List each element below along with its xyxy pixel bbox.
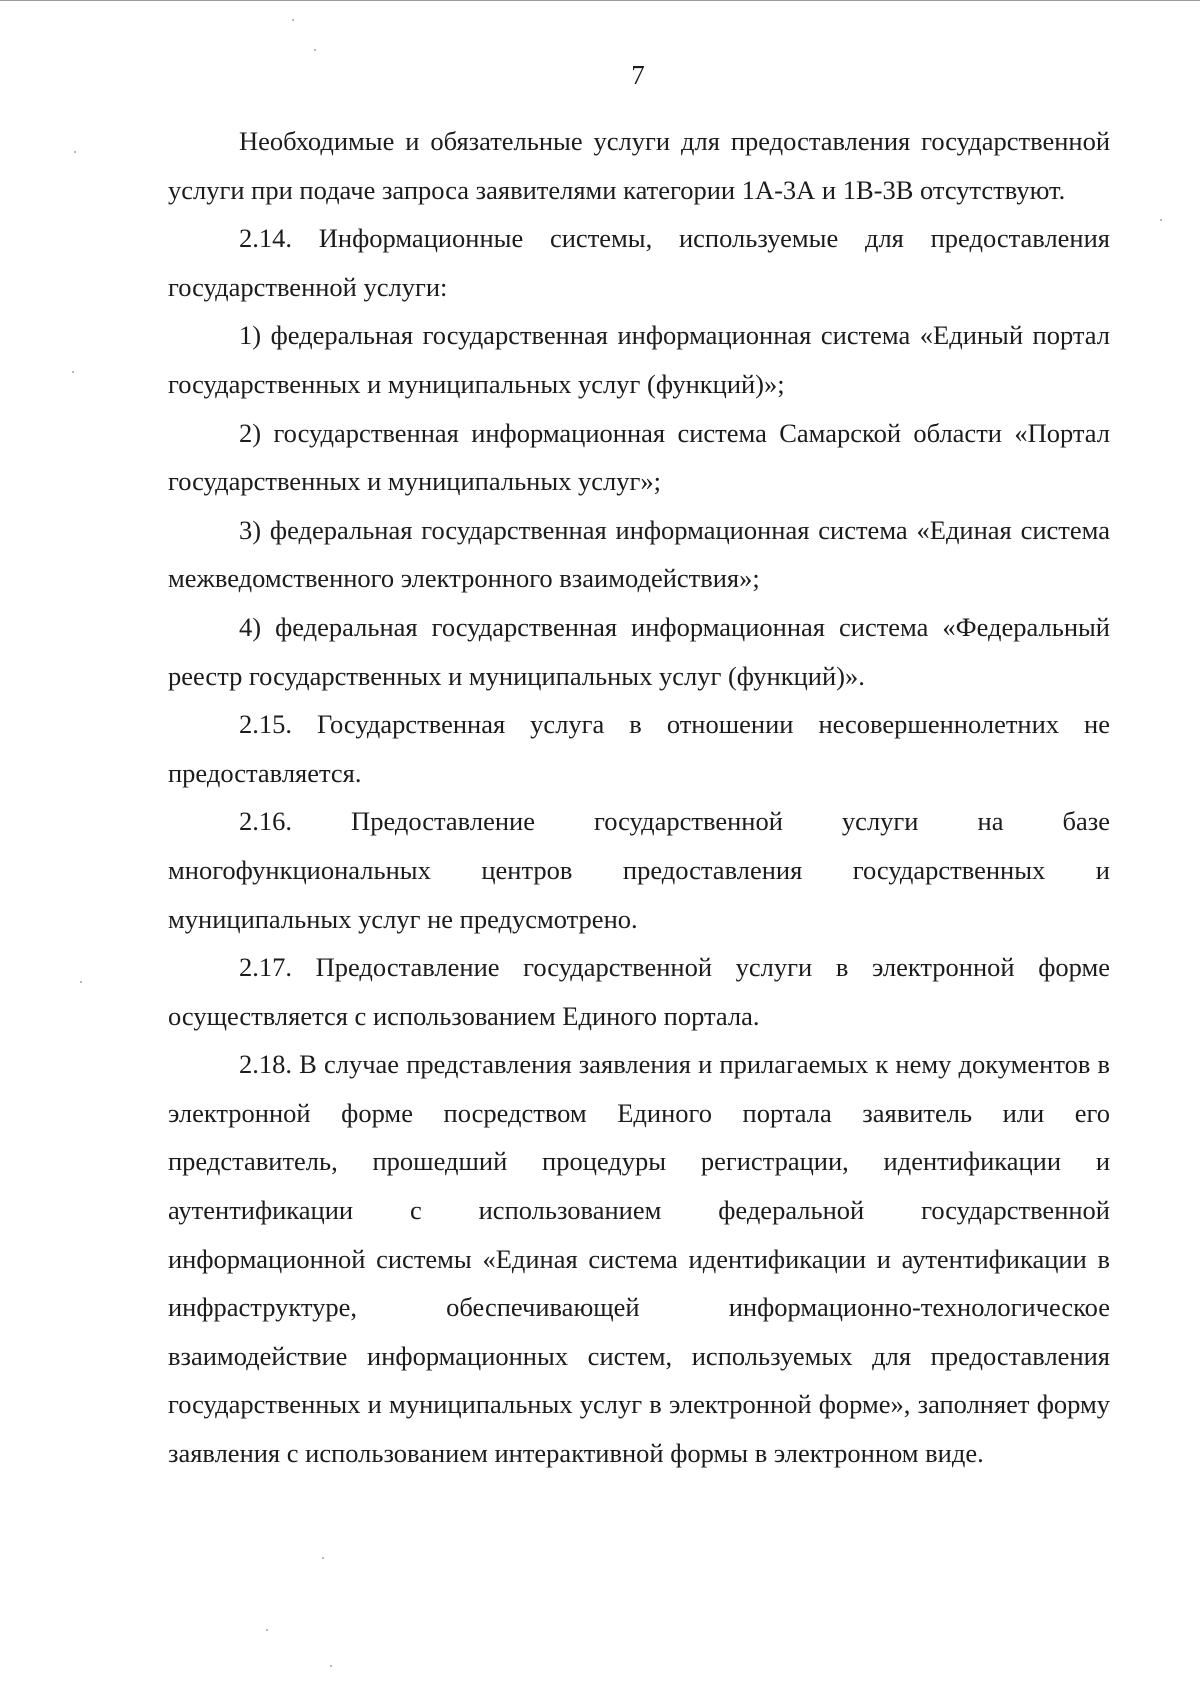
list-item-1: 1) федеральная государственная информационная система «Единый портал государственных и муниципальных услуг (функций)»;	[168, 320, 1110, 399]
scan-speck	[74, 151, 76, 153]
paragraph-2-16: 2.16. Предоставление государственной услуги на базе многофункциональных центров предоставления государственных и муниципальных услуг не предусмотрено.	[168, 806, 1110, 934]
paragraph-2-18: 2.18. В случае представления заявления и прилагаемых к нему документов в электронной форме посредством Единого портала заявитель или его представитель, прошедший процедуры регистрации, идентификации и аутентификации с использованием федеральной государственной информационной системы «Единая система идентификации и аутентификации в инфраструктуре, обеспечивающей информационно-технологическое взаимодействие информационных систем, используемых для предоставления государственных и муниципальных услуг в электронной форме», заполняет форму заявления с использованием интерактивной формы в электронном виде.	[168, 1049, 1110, 1469]
scan-speck	[292, 19, 294, 21]
page-number: 7	[631, 60, 645, 90]
scan-speck	[322, 1557, 324, 1559]
paragraph-required-services: Необходимые и обязательные услуги для предоставления государственной услуги при подаче запроса заявителями категории 1А-3А и 1В-3В отсутствуют.	[168, 126, 1110, 205]
paragraph-2-15: 2.15. Государственная услуга в отношении несовершеннолетних не предоставляется.	[168, 709, 1110, 788]
scan-speck	[80, 981, 82, 983]
document-body	[168, 117, 1110, 1478]
scan-speck	[72, 371, 74, 373]
scan-speck	[330, 1665, 332, 1667]
paragraph-2-17: 2.17. Предоставление государственной услуги в электронной форме осуществляется с использованием Единого портала.	[168, 952, 1110, 1031]
scan-speck	[314, 49, 316, 51]
scan-speck	[1160, 219, 1162, 221]
scan-speck	[266, 1629, 268, 1631]
list-item-4: 4) федеральная государственная информационная система «Федеральный реестр государственных и муниципальных услуг (функций)».	[168, 611, 1110, 691]
list-item-3: 3) федеральная государственная информационная система «Единая система межведомственного электронного взаимодействия»;	[168, 514, 1110, 594]
paragraph-2-14: 2.14. Информационные системы, используемые для предоставления государственной услуги:	[168, 223, 1110, 302]
list-item-2: 2) государственная информационная система Самарской области «Портал государственных и муниципальных услуг»;	[168, 417, 1110, 497]
